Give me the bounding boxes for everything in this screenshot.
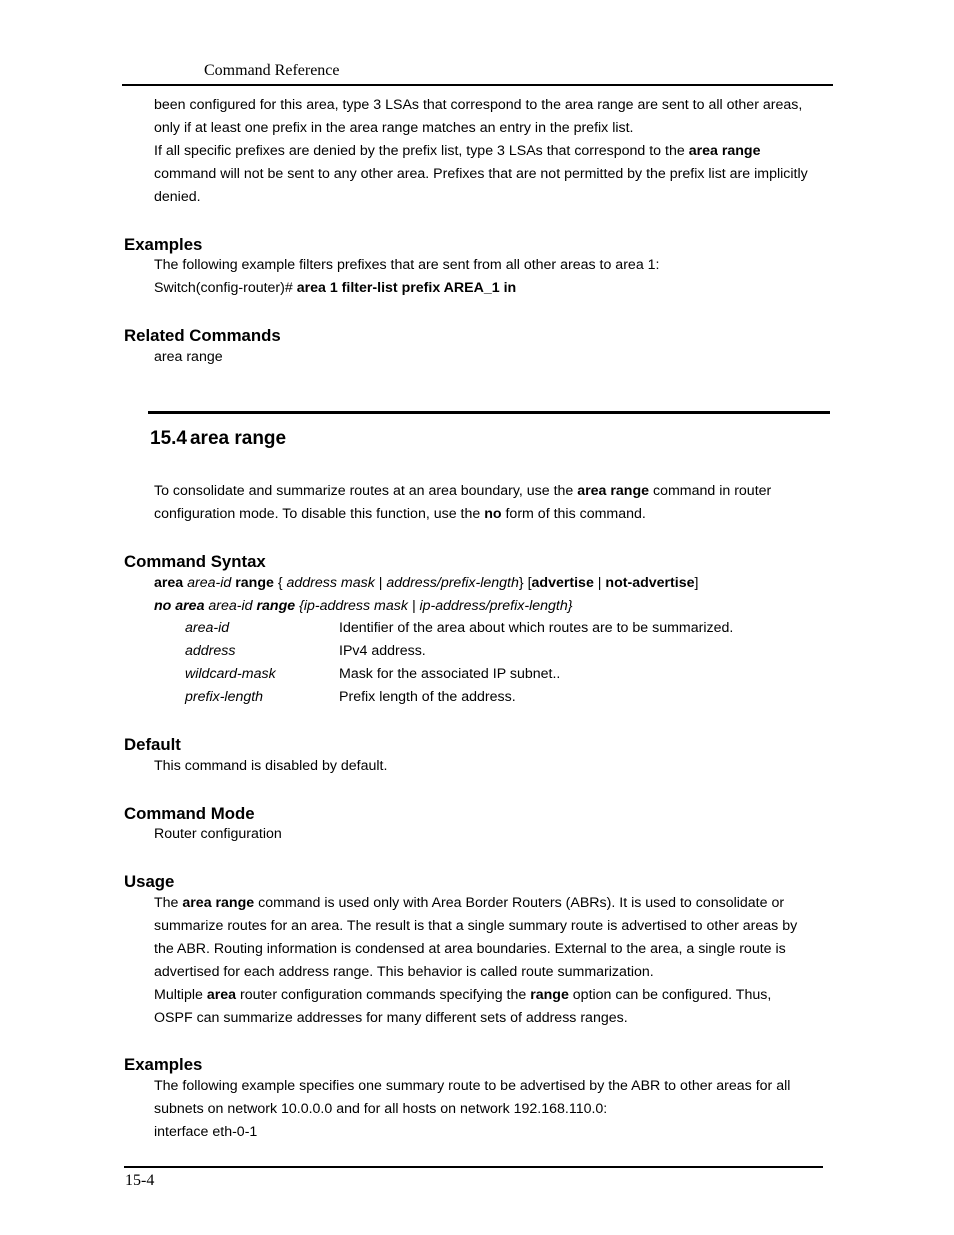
running-header: Command Reference [204, 62, 340, 79]
intro-line: denied. [154, 189, 201, 205]
usage-line: summarize routes for an area. The result is that a single summary route is advertised to other areas by [154, 918, 798, 934]
example-line: The following example specifies one summary route to be advertised by the ABR to other areas for all [154, 1078, 791, 1094]
param-name: prefix-length [185, 689, 264, 705]
syntax-lines [154, 572, 698, 618]
related-command-item: area range [154, 349, 223, 365]
param-name: address [185, 643, 236, 659]
examples-heading: Examples [124, 1055, 203, 1074]
section-title [150, 428, 286, 450]
footer-rule [124, 1166, 823, 1168]
example-command: Switch(config-router)# area 1 filter-list prefix AREA_1 in [154, 280, 517, 296]
param-name: wildcard-mask [185, 666, 276, 682]
usage-heading: Usage [124, 872, 175, 891]
description-line: To consolidate and summarize routes at an area boundary, use the area range command in router [154, 483, 772, 499]
command-syntax-heading: Command Syntax [124, 552, 266, 571]
section-name: area range [189, 428, 287, 449]
default-text: This command is disabled by default. [154, 758, 388, 774]
page-number: 15-4 [125, 1172, 155, 1189]
intro-line: If all specific prefixes are denied by the prefix list, type 3 LSAs that correspond to the area range [154, 143, 761, 159]
example-line: interface eth-0-1 [154, 1124, 258, 1140]
header-rule [122, 84, 833, 86]
param-desc: Mask for the associated IP subnet.. [339, 666, 561, 682]
example-description: The following example filters prefixes that are sent from all other areas to area 1: [154, 257, 660, 273]
section-description [154, 480, 771, 526]
usage-line: the ABR. Routing information is condensed at area boundaries. External to the area, a single route is [154, 941, 786, 957]
section-rule [148, 411, 830, 414]
param-desc: Identifier of the area about which routes are to be summarized. [339, 620, 734, 636]
param-desc: IPv4 address. [339, 643, 426, 659]
usage-line: The area range command is used only with Area Border Routers (ABRs). It is used to consolidate or [154, 895, 785, 911]
examples-heading: Examples [124, 235, 203, 254]
param-desc: Prefix length of the address. [339, 689, 516, 705]
intro-line: only if at least one prefix in the area range matches an entry in the prefix list. [154, 120, 634, 136]
description-line: configuration mode. To disable this function, use the no form of this command. [154, 506, 646, 522]
default-heading: Default [124, 735, 181, 754]
intro-paragraph [154, 94, 808, 209]
intro-line: command will not be sent to any other area. Prefixes that are not permitted by the prefix list are implicitly [154, 166, 808, 182]
usage-line: OSPF can summarize addresses for many different sets of address ranges. [154, 1010, 628, 1026]
usage-line: Multiple area router configuration commands specifying the range option can be configured. Thus, [154, 987, 772, 1003]
syntax-line-no-form: no area area-id range {ip-address mask | ip-address/prefix-length} [154, 598, 573, 614]
command-mode-text: Router configuration [154, 826, 282, 842]
example-line: subnets on network 10.0.0.0 and for all hosts on network 192.168.110.0: [154, 1101, 608, 1117]
examples-body [154, 1075, 790, 1144]
syntax-line: area area-id range { address mask | address/prefix-length} [advertise | not-advertise] [154, 575, 699, 591]
related-commands-heading: Related Commands [124, 326, 281, 345]
examples-body [154, 254, 659, 300]
param-name: area-id [185, 620, 230, 636]
usage-paragraph [154, 892, 797, 1030]
command-mode-heading: Command Mode [124, 804, 255, 823]
bold-term: area range [688, 143, 761, 159]
section-number: 15.4 [150, 428, 187, 449]
usage-line: advertised for each address range. This behavior is called route summarization. [154, 964, 654, 980]
intro-line: been configured for this area, type 3 LSAs that correspond to the area range are sent to all other areas, [154, 97, 803, 113]
